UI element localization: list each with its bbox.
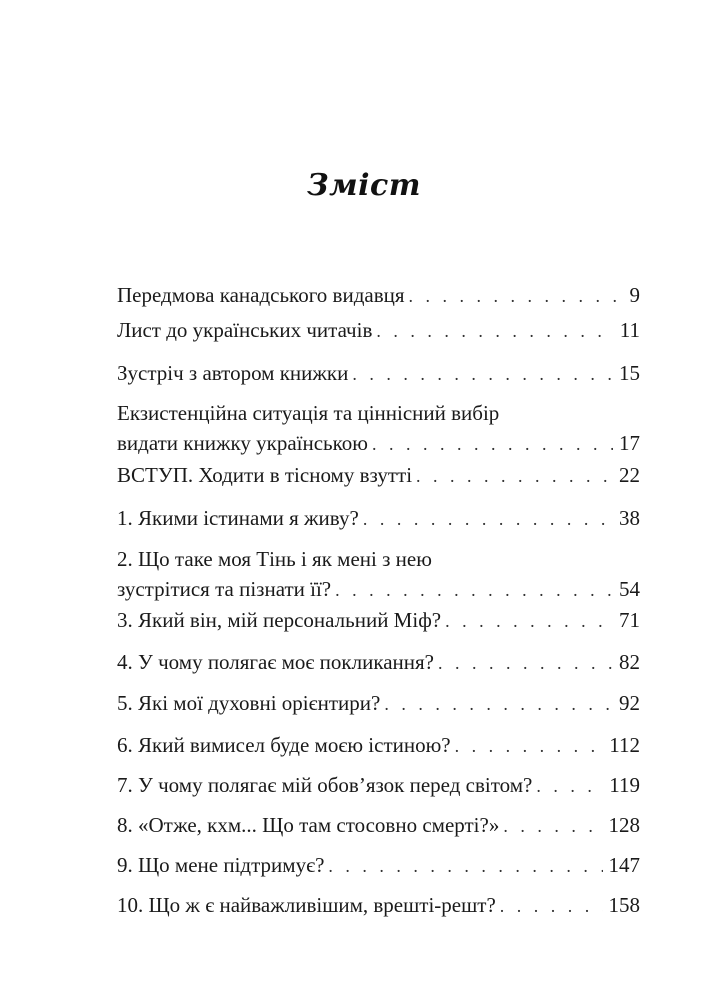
toc-page-number: 147 <box>608 853 640 877</box>
toc-entry-title: Передмова канадського видавця <box>117 283 405 307</box>
toc-entry-title: 6. Який вимисел буде моєю істиною? <box>117 733 451 757</box>
toc-entry-title-line-1: 2. Що таке моя Тінь і як мені з нею <box>117 547 432 571</box>
toc-entry <box>117 280 640 311</box>
toc-page-number: 92 <box>619 691 640 715</box>
toc-entry <box>117 315 640 346</box>
dot-leader <box>438 648 613 678</box>
dot-leader <box>384 689 613 719</box>
toc-entry <box>117 890 640 921</box>
toc-entry <box>117 688 640 719</box>
toc-entry <box>117 730 640 761</box>
toc-entry <box>117 810 640 841</box>
toc-page-number: 158 <box>608 893 640 917</box>
dot-leader <box>335 575 613 605</box>
toc-page-number: 112 <box>609 733 640 757</box>
dot-leader <box>372 429 613 459</box>
dot-leader <box>376 316 613 346</box>
toc-entry <box>117 544 640 605</box>
toc-page-number: 15 <box>619 361 640 385</box>
toc-page-number: 82 <box>619 650 640 674</box>
toc-entry-title: 1. Якими істинами я живу? <box>117 506 359 530</box>
toc-entry-title: Лист до українських читачів <box>117 318 373 342</box>
toc-entry-title: 5. Які мої духовні орієнтири? <box>117 691 381 715</box>
toc-entry-title: 10. Що ж є найважливішим, врешті-решт? <box>117 893 496 917</box>
toc-page-number: 38 <box>619 506 640 530</box>
toc-page-number: 22 <box>619 463 640 487</box>
toc-page-number: 71 <box>619 608 640 632</box>
dot-leader <box>416 461 613 491</box>
dot-leader <box>536 771 603 801</box>
toc-page-number: 9 <box>629 283 640 307</box>
dot-leader <box>352 359 613 389</box>
toc-entry-title: 8. «Отже, кхм... Що там стосовно смерті?» <box>117 813 500 837</box>
toc-entry-title: 7. У чому полягає мій обов’язок перед світом? <box>117 773 533 797</box>
toc-entry-title-line-1: Екзистенційна ситуація та ціннісний вибір <box>117 401 500 425</box>
dot-leader <box>455 731 604 761</box>
dot-leader <box>503 811 602 841</box>
page-title: Зміст <box>306 168 422 203</box>
toc-entry-title-line-2: видати книжку українською <box>117 431 368 455</box>
toc-page-number: 128 <box>608 813 640 837</box>
toc-entry-title: 3. Який він, мій персональний Міф? <box>117 608 442 632</box>
toc-entry-title: 9. Що мене підтримує? <box>117 853 325 877</box>
toc-entry-title-line-2: зустрітися та пізнати її? <box>117 577 332 601</box>
toc-entry <box>117 647 640 678</box>
dot-leader <box>500 891 603 921</box>
toc-page-number: 119 <box>609 773 640 797</box>
dot-leader <box>409 281 624 311</box>
toc-entry <box>117 358 640 389</box>
dot-leader <box>328 851 602 881</box>
dot-leader <box>445 606 613 636</box>
toc-entry-title: ВСТУП. Ходити в тісному взутті <box>117 463 413 487</box>
toc-page-number: 54 <box>619 577 640 601</box>
toc-page-number: 11 <box>619 318 640 342</box>
toc-entry <box>117 770 640 801</box>
toc-entry <box>117 605 640 636</box>
toc-entry <box>117 460 640 491</box>
toc-entry <box>117 850 640 881</box>
toc-entry-title: Зустріч з автором книжки <box>117 361 349 385</box>
toc-entry-title: 4. У чому полягає моє покликання? <box>117 650 434 674</box>
toc-page-number: 17 <box>619 431 640 455</box>
dot-leader <box>363 504 613 534</box>
toc-entry <box>117 398 640 459</box>
toc-entry <box>117 503 640 534</box>
